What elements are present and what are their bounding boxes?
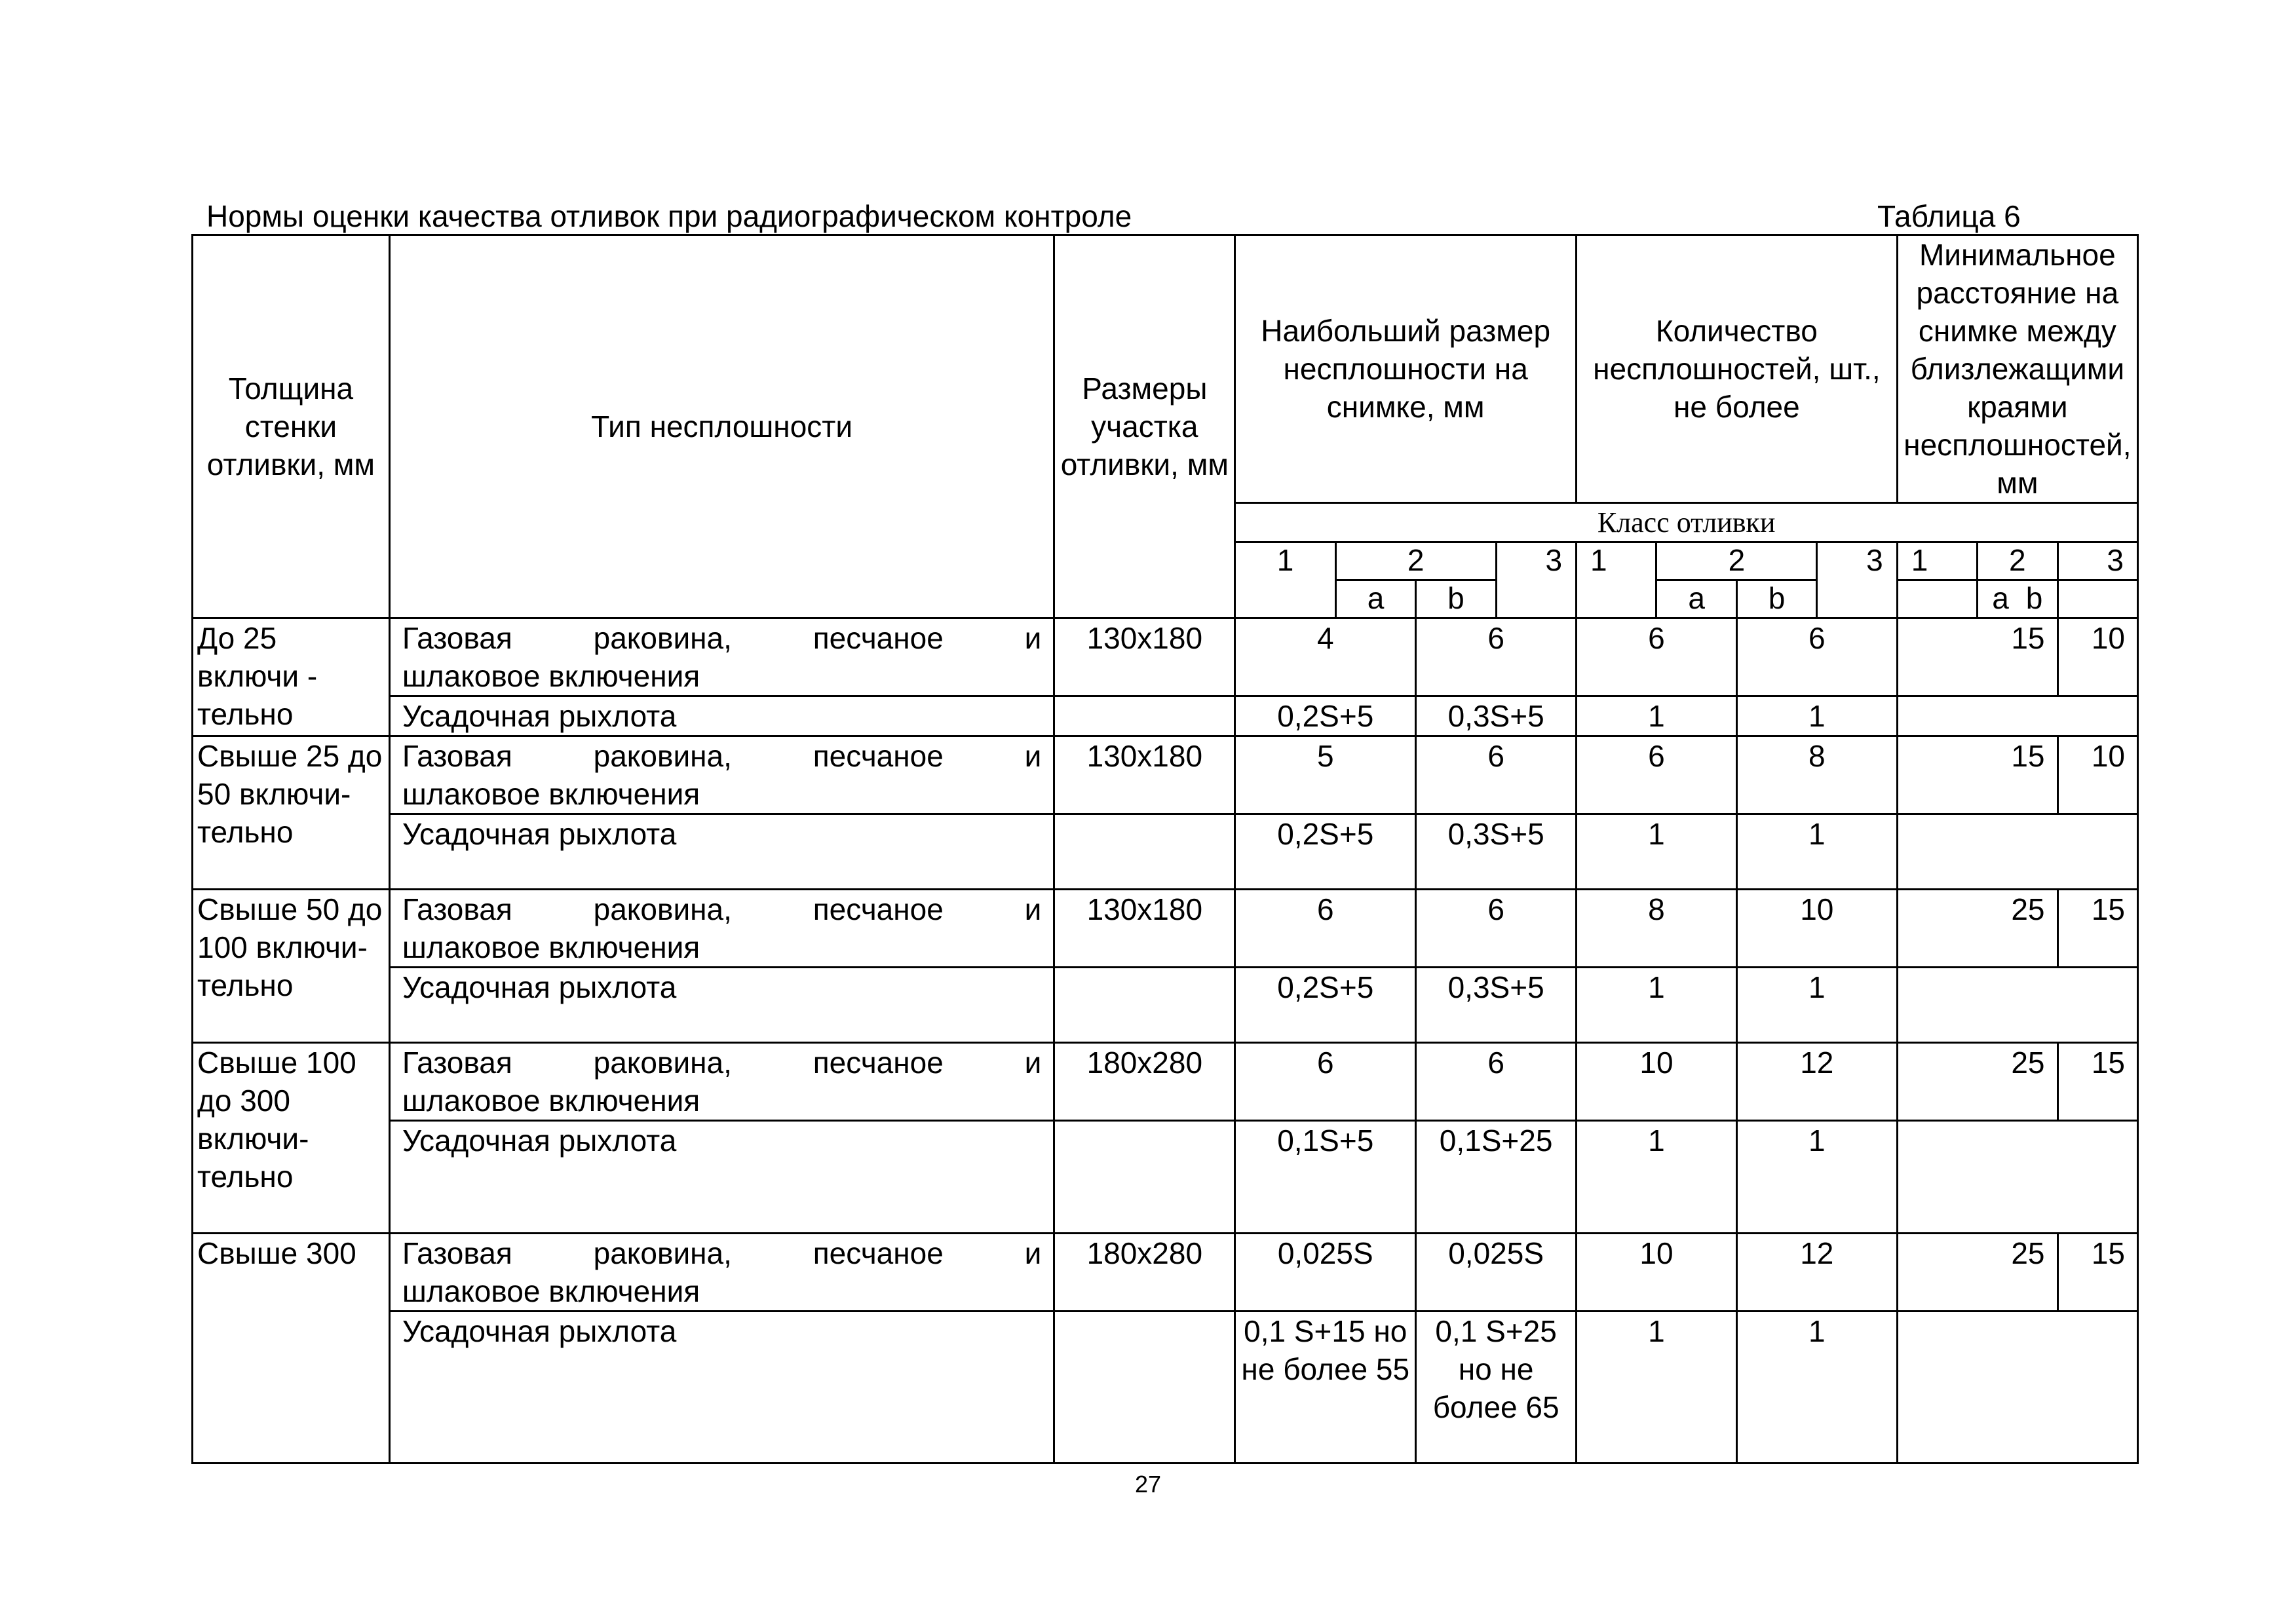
count-class-2b-3: 12 (1736, 1043, 1897, 1121)
class-2b-distance: b (2025, 581, 2043, 615)
table-number: Таблица 6 (1877, 199, 2021, 233)
count-class-1-2a: 1 (1577, 968, 1737, 1043)
thickness-cell: Свыше 50 до 100 включи- тельно (193, 890, 390, 1043)
class-2-count: 2 (1656, 542, 1817, 580)
table-row (193, 618, 2138, 696)
count-class-1-2a: 8 (1577, 890, 1737, 968)
size-class-1-2a: 5 (1235, 736, 1416, 814)
count-class-2b-3: 1 (1736, 1312, 1897, 1463)
class-1-distance-sub (1897, 580, 1977, 618)
header-max-size: Наибольший размер несплошности на снимке, мм (1235, 235, 1577, 503)
defect-type-gas (389, 1043, 1054, 1121)
size-class-1-2a: 6 (1235, 1043, 1416, 1121)
area-cell: 180х280 (1054, 1043, 1235, 1121)
size-class-2b-3: 6 (1416, 890, 1577, 968)
count-class-2b-3: 1 (1736, 1121, 1897, 1234)
size-class-1-2a: 4 (1235, 618, 1416, 696)
header-count: Количество несплошностей, шт., не более (1577, 235, 1898, 503)
count-class-1-2a: 1 (1577, 696, 1737, 736)
table-row (193, 696, 2138, 736)
size-class-2b-3: 6 (1416, 1043, 1577, 1121)
distance-class-3: 15 (2057, 1234, 2138, 1312)
area-cell-empty (1054, 1121, 1235, 1234)
distance-class-3: 15 (2057, 890, 2138, 968)
size-class-1-2a: 0,2S+5 (1235, 696, 1416, 736)
count-class-2b-3: 1 (1736, 968, 1897, 1043)
count-class-1-2a: 1 (1577, 1121, 1737, 1234)
size-class-2b-3: 6 (1416, 618, 1577, 696)
size-class-1-2a: 6 (1235, 890, 1416, 968)
class-2b-count: b (1736, 580, 1816, 618)
count-class-2b-3: 10 (1736, 890, 1897, 968)
count-class-2b-3: 12 (1736, 1234, 1897, 1312)
defect-type-shrink: Усадочная рыхлота (389, 1312, 1054, 1463)
class-3-count: 3 (1817, 542, 1897, 618)
defect-type-gas-line2: шлаковое включения (402, 659, 700, 693)
distance-class-2a: 15 (1897, 736, 2057, 814)
size-class-1-2a: 0,025S (1235, 1234, 1416, 1312)
defect-type-gas (389, 890, 1054, 968)
defect-type-gas-line2: шлаковое включения (402, 1084, 700, 1118)
area-cell: 130х180 (1054, 618, 1235, 696)
defect-type-gas-line2: шлаковое включения (402, 777, 700, 811)
defect-type-shrink: Усадочная рыхлота (389, 1121, 1054, 1234)
class-2a-size: a (1335, 580, 1415, 618)
size-class-2b-3: 6 (1416, 736, 1577, 814)
defect-type-gas-line1: Газовая раковина, песчаное и (402, 621, 1042, 655)
area-cell: 180х280 (1054, 1234, 1235, 1312)
count-class-1-2a: 10 (1577, 1234, 1737, 1312)
size-class-1-2a: 0,2S+5 (1235, 968, 1416, 1043)
class-2b-size: b (1416, 580, 1496, 618)
class-1-size: 1 (1235, 542, 1336, 618)
class-3-size: 3 (1496, 542, 1576, 618)
distance-empty (1897, 696, 2137, 736)
count-class-1-2a: 1 (1577, 1312, 1737, 1463)
table-row (193, 890, 2138, 968)
area-cell-empty (1054, 696, 1235, 736)
count-class-1-2a: 10 (1577, 1043, 1737, 1121)
distance-class-3: 10 (2057, 618, 2138, 696)
size-class-1-2a: 0,1S+5 (1235, 1121, 1416, 1234)
area-cell: 130х180 (1054, 736, 1235, 814)
class-1-count: 1 (1577, 542, 1656, 618)
count-class-1-2a: 1 (1577, 814, 1737, 890)
distance-empty (1897, 1121, 2137, 1234)
class-2-distance: 2 (1978, 542, 2057, 580)
table-row (193, 1121, 2138, 1234)
header-type: Тип несплошности (389, 235, 1054, 618)
distance-class-3: 10 (2057, 736, 2138, 814)
count-class-2b-3: 6 (1736, 618, 1897, 696)
class-2a-count: a (1656, 580, 1736, 618)
defect-type-gas (389, 736, 1054, 814)
norms-table (191, 234, 2139, 1464)
table-row (193, 1312, 2138, 1463)
distance-class-3: 15 (2057, 1043, 2138, 1121)
defect-type-shrink: Усадочная рыхлота (389, 814, 1054, 890)
size-class-2b-3: 0,025S (1416, 1234, 1577, 1312)
count-class-2b-3: 1 (1736, 814, 1897, 890)
header-area-size: Размеры участка отливки, мм (1054, 235, 1235, 618)
area-cell-empty (1054, 814, 1235, 890)
count-class-1-2a: 6 (1577, 736, 1737, 814)
count-class-1-2a: 6 (1577, 618, 1737, 696)
defect-type-gas (389, 618, 1054, 696)
header-thickness: Толщина стенки отливки, мм (193, 235, 390, 618)
defect-type-gas-line1: Газовая раковина, песчаное и (402, 739, 1042, 773)
table-title: Нормы оценки качества отливок при радиографическом контроле (206, 199, 1132, 233)
size-class-1-2a: 0,2S+5 (1235, 814, 1416, 890)
distance-class-2a: 15 (1897, 618, 2057, 696)
header-casting-class: Класс отливки (1235, 503, 2138, 542)
size-class-2b-3: 0,3S+5 (1416, 696, 1577, 736)
defect-type-gas-line1: Газовая раковина, песчаное и (402, 1046, 1042, 1080)
size-class-2b-3: 0,3S+5 (1416, 968, 1577, 1043)
thickness-cell: До 25 включи - тельно (193, 618, 390, 736)
class-2-size: 2 (1335, 542, 1496, 580)
distance-class-2a: 25 (1897, 1234, 2057, 1312)
defect-type-shrink: Усадочная рыхлота (389, 696, 1054, 736)
class-3-distance: 3 (2057, 542, 2138, 580)
area-cell-empty (1054, 968, 1235, 1043)
defect-type-shrink: Усадочная рыхлота (389, 968, 1054, 1043)
count-class-2b-3: 1 (1736, 696, 1897, 736)
distance-class-2a: 25 (1897, 1043, 2057, 1121)
class-2ab-distance (1978, 580, 2057, 618)
header-min-distance: Минимальное расстояние на снимке между близлежащими краями несплошностей, мм (1897, 235, 2137, 503)
distance-class-2a: 25 (1897, 890, 2057, 968)
class-2a-distance: a (1992, 581, 2009, 615)
defect-type-gas-line1: Газовая раковина, песчаное и (402, 892, 1042, 926)
table-row (193, 1043, 2138, 1121)
size-class-1-2a: 0,1 S+15 но не более 55 (1235, 1312, 1416, 1463)
page-number: 27 (1134, 1471, 1162, 1498)
distance-empty (1897, 1312, 2137, 1463)
table-row (193, 814, 2138, 890)
defect-type-gas (389, 1234, 1054, 1312)
defect-type-gas-line2: шлаковое включения (402, 930, 700, 964)
defect-type-gas-line1: Газовая раковина, песчаное и (402, 1236, 1042, 1270)
thickness-cell: Свыше 25 до 50 включи- тельно (193, 736, 390, 890)
size-class-2b-3: 0,3S+5 (1416, 814, 1577, 890)
table-row (193, 736, 2138, 814)
class-3-distance-sub (2057, 580, 2138, 618)
distance-empty (1897, 968, 2137, 1043)
class-1-distance: 1 (1897, 542, 1977, 580)
thickness-cell: Свыше 100 до 300 включи- тельно (193, 1043, 390, 1234)
area-cell-empty (1054, 1312, 1235, 1463)
area-cell: 130х180 (1054, 890, 1235, 968)
count-class-2b-3: 8 (1736, 736, 1897, 814)
table-row (193, 968, 2138, 1043)
defect-type-gas-line2: шлаковое включения (402, 1274, 700, 1308)
distance-empty (1897, 814, 2137, 890)
table-row (193, 1234, 2138, 1312)
size-class-2b-3: 0,1S+25 (1416, 1121, 1577, 1234)
thickness-cell: Свыше 300 (193, 1234, 390, 1463)
size-class-2b-3: 0,1 S+25 но не более 65 (1416, 1312, 1577, 1463)
